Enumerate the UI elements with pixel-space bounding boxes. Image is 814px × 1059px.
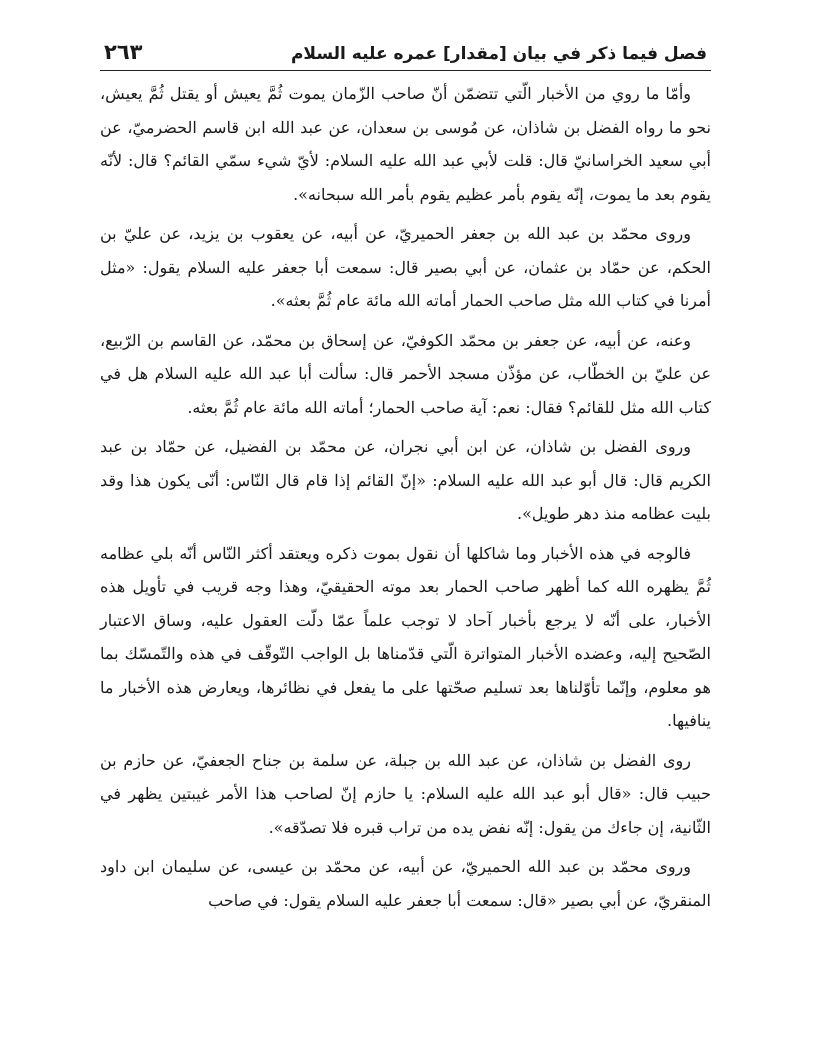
paragraph-5: فالوجه في هذه الأخبار وما شاكلها أن نقول بموت ذكره ويعتقد أكثر النّاس أنّه بلي عظامه ثُمَّ يظهره الله كما أظهر صاحب الحمار بعد موته الحقيقيّ، وهذا وجه قريب في تأويل هذه الأخبار، على أنّه لا يرجع بأخبار آحاد لا توجب علماً عمّا دلّت العقول عليه، وساق الاعتبار الصّحيح إليه، وعضده الأخبار المتواترة الّتي قدّمناها بل الواجب التّوقّف في هذه والتّمسّك بما هو معلوم، وإنّما تأوّلناها بعد تسليم صحّتها على ما يفعل في نظائرها، ويعارض هذه الأخبار ما ينافيها. bbox=[100, 543, 712, 730]
paragraph-6: روى الفضل بن شاذان، عن عبد الله بن جبلة، عن سلمة بن جناح الجعفيّ، عن حازم بن حبيب قال: «قال أبو عبد الله عليه السلام: يا حازم إنّ لصاحب هذا الأمر غيبتين يظهر في الثّانية، إن جاءك من يقول: إنّه نفض يده من تراب قبره فلا تصدّقه». bbox=[100, 750, 711, 837]
paragraph-3: وعنه، عن أبيه، عن جعفر بن محمّد الكوفيّ، عن إسحاق بن محمّد، عن القاسم بن الرّبيع، عن عليّ بن الخطّاب، عن مؤذّن مسجد الأحمر قال: سألت أبا عبد الله عليه السلام هل في كتاب الله مثل للقائم؟ فقال: نعم: آية صاحب الحمار؛ أماته الله مائة عام ثُمَّ بعثه. bbox=[100, 330, 711, 417]
paragraph-2: وروى محمّد بن عبد الله بن جعفر الحميريّ، عن أبيه، عن يعقوب بن يزيد، عن عليّ بن الحكم، عن حمّاد بن عثمان، عن أبي بصير قال: سمعت أبا جعفر عليه السلام يقول: «مثل أمرنا في كتاب الله مثل صاحب الحمار أماته الله مائة عام ثُمَّ بعثه». bbox=[100, 224, 711, 310]
page-number: ٢٦٣ bbox=[104, 40, 143, 64]
page-body bbox=[100, 77, 711, 917]
page-header bbox=[100, 34, 711, 71]
running-title: فصل فيما ذكر في بيان [مقدار] عمره عليه السلام bbox=[290, 44, 707, 64]
paragraph-4: وروى الفضل بن شاذان، عن ابن أبي نجران، عن محمّد بن الفضيل، عن حمّاد بن عبد الكريم قال: قال أبو عبد الله عليه السلام: «إنّ القائم إذا قام قال النّاس: أنّى يكون هذا وقد بليت عظامه منذ دهر طويل». bbox=[100, 437, 711, 523]
paragraph-1: وأمّا ما روي من الأخبار الّتي تتضمّن أنّ صاحب الزّمان يموت ثُمَّ يعيش أو يقتل ثُمَّ يعيش، نحو ما رواه الفضل بن شاذان، عن مُوسى بن سعدان، عن عبد الله ابن قاسم الحضرميّ، عن أبي سعيد الخراسانيّ قال: قلت لأبي عبد الله عليه السلام: لأيّ شيء سمّي القائم؟ قال: لأنّه يقوم بعد ما يموت، إنّه يقوم بأمر عظيم يقوم بأمر الله سبحانه». bbox=[100, 84, 711, 204]
paragraph-7: وروى محمّد بن عبد الله الحميريّ، عن أبيه، عن محمّد بن عيسى، عن سليمان ابن داود المنقريّ، عن أبي بصير «قال: سمعت أبا جعفر عليه السلام يقول: في صاحب bbox=[100, 857, 711, 910]
